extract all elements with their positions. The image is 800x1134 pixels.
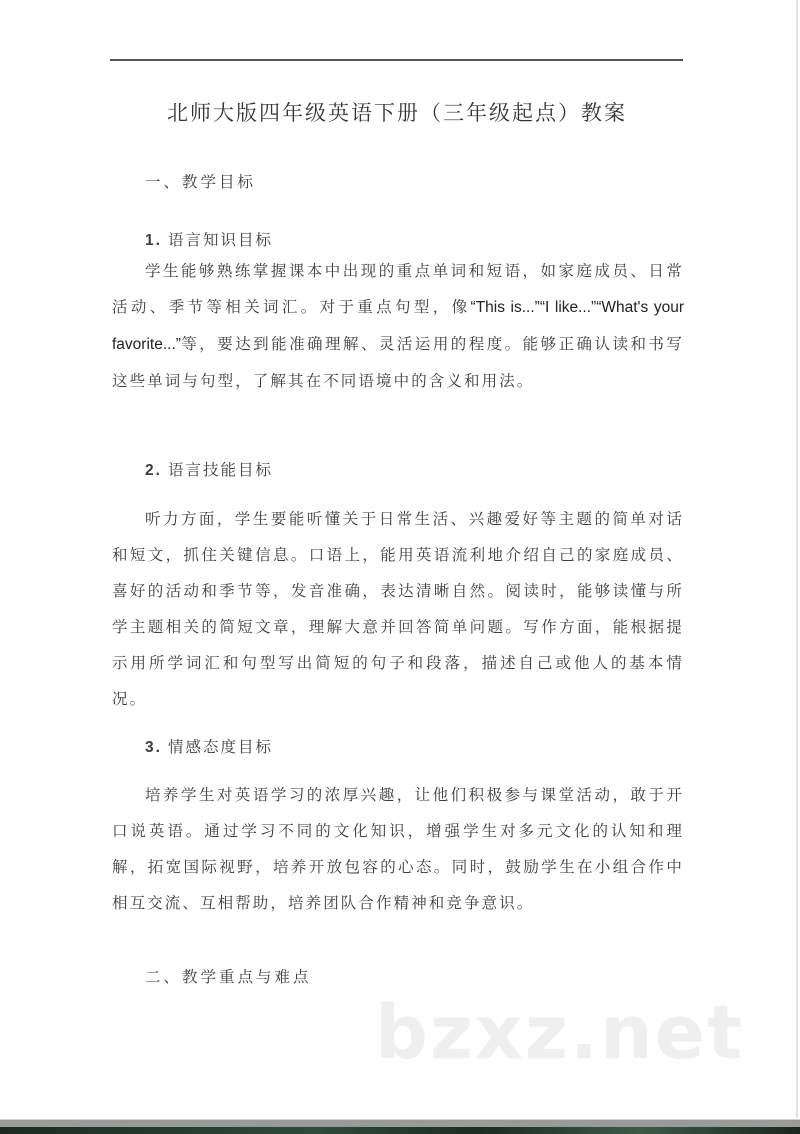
paragraph-knowledge [112, 253, 684, 399]
watermark: bzxz.net [375, 990, 745, 1076]
document-title: 北师大版四年级英语下册（三年级起点）教案 [167, 101, 627, 125]
page-edge [796, 0, 798, 1118]
subsection-heading-skills [145, 458, 717, 480]
paragraph-attitude: 培养学生对英语学习的浓厚兴趣，让他们积极参与课堂活动，敢于开口说英语。通过学习不同的文化知识，增强学生对多元文化的认知和理解，拓宽国际视野，培养开放包容的心态。同时，鼓励学生在小组合作中相互交流、互相帮助，培养团队合作精神和竞争意识。 [112, 786, 684, 912]
subsection-heading-attitude [145, 735, 717, 757]
paragraph-text: 学生能够熟练掌握课本中出现的重点单词和短语，如家庭成员、日常活动、季节等相关词汇。对于重点句型，像 [112, 262, 684, 316]
subsection-number: 1. [145, 232, 162, 249]
paragraph-skills: 听力方面，学生要能听懂关于日常生活、兴趣爱好等主题的简单对话和短文，抓住关键信息。口语上，能用英语流利地介绍自己的家庭成员、喜好的活动和季节等，发音准确，表达清晰自然。阅读时，能够读懂与所学主题相关的简短文章，理解大意并回答简单问题。写作方面，能根据提示用所学词汇和句型写出简短的句子和段落，描述自己或他人的基本情况。 [112, 510, 684, 708]
header-rule [110, 59, 683, 61]
subsection-title: 情感态度目标 [167, 738, 273, 756]
sentence-patterns: “This is...”“I like...”“What's your favorite...” [112, 299, 684, 353]
subsection-heading-knowledge [145, 228, 717, 250]
section-heading-key-points: 二、教学重点与难点 [145, 968, 312, 986]
subsection-number: 3. [145, 739, 162, 756]
subsection-title: 语言知识目标 [167, 231, 273, 249]
horizontal-scrollbar[interactable] [0, 1119, 800, 1127]
subsection-title: 语言技能目标 [167, 461, 273, 479]
subsection-number: 2. [145, 462, 162, 479]
section-heading-objectives: 一、教学目标 [145, 173, 257, 191]
desktop-background-strip [0, 1127, 800, 1134]
paragraph-text: 等，要达到能准确理解、灵活运用的程度。能够正确认读和书写这些单词与句型，了解其在不同语境中的含义和用法。 [112, 335, 684, 390]
